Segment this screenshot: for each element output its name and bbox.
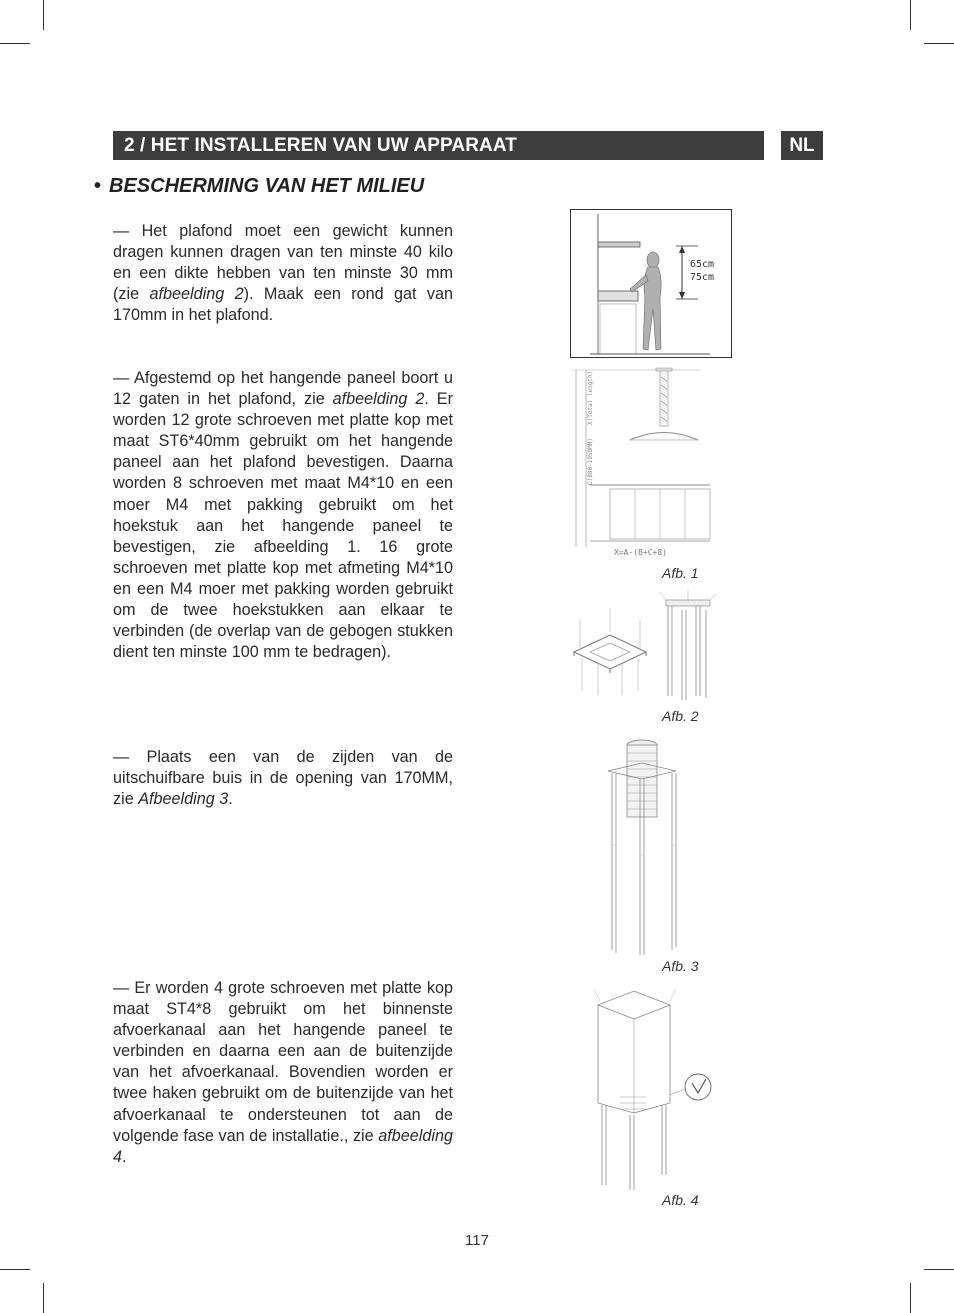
chapter-header-bar — [113, 131, 764, 160]
afb1-formula: X=A-(B+C+8) — [614, 548, 667, 557]
crop-mark-top-right-h — [924, 43, 954, 44]
svg-text:C(800-1050MM): C(800-1050MM) — [587, 438, 594, 485]
figure-reference: afbeelding 2 — [332, 390, 425, 409]
paragraph-text: . — [122, 1147, 127, 1166]
afb4-caption: Afb. 4 — [662, 1192, 699, 1208]
paragraph-text: — Er worden 4 grote schroeven met platte kop maat ST4*8 gebruikt om het binnenste afvoerkanaal aan het hangende paneel te verbinden en daarna een aan de buitenzijde van het afvoerkanaal. Bovendien worden er twee haken gebruikt om de buitenzijde van het afvoerkanaal te ondersteunen tot aan de volgende fase van de installatie., zie — [113, 979, 453, 1145]
crop-mark-top-left-v — [43, 0, 44, 30]
afb4-figure — [590, 985, 718, 1190]
height-diagram-figure — [570, 209, 732, 359]
crop-mark-bottom-right-h — [924, 1269, 954, 1270]
paragraph-duct — [113, 978, 453, 1168]
paragraph-ceiling — [113, 221, 453, 326]
section-heading-text: BESCHERMING VAN HET MILIEU — [109, 175, 425, 197]
paragraph-text: — Plaats een van de zijden van de uitschuifbare buis in de opening van 170MM, zie — [113, 748, 453, 809]
hook-detail-icon — [685, 1074, 711, 1100]
afb2-figure — [570, 590, 720, 700]
paragraph-text: . Er worden 12 grote schroeven met platte kop met maat ST6*40mm gebruikt om het hangende paneel aan het plafond bevestigen. Daarna worden 8 schroeven met maat M4*10 en een moer M4 met pakking gebruikt om het hoekstuk aan het hangende paneel te bevestigen, zie afbeelding 1. 16 grote schroeven met platte kop met afmeting M4*10 en een M4 moer met pakking worden gebruikt om de twee hoekstukken aan elkaar te verbinden (de overlap van de gebogen stukken dient ten minste 100 mm te bedragen). — [113, 390, 453, 662]
paragraph-text: — Afgestemd op het hangende paneel boort u 12 gaten in het plafond, zie — [113, 369, 453, 409]
afb3-figure — [600, 735, 690, 957]
chapter-title: 2 / HET INSTALLEREN VAN UW APPARAAT — [124, 135, 517, 156]
paragraph-tube — [113, 747, 453, 810]
afb1-caption: Afb. 1 — [662, 565, 699, 581]
paragraph-drilling — [113, 368, 453, 663]
crop-mark-top-left-h — [0, 43, 30, 44]
afb2-caption: Afb. 2 — [662, 708, 699, 724]
height-label-min: 65cm — [690, 259, 715, 270]
page-number: 117 — [465, 1232, 489, 1249]
crop-mark-bottom-left-v — [43, 1283, 44, 1313]
paragraph-text: . — [228, 790, 233, 809]
afb3-caption: Afb. 3 — [662, 958, 699, 974]
svg-text:X(Total length): X(Total length) — [587, 370, 594, 425]
figure-reference: afbeelding 2 — [149, 285, 244, 304]
language-badge: NL — [781, 131, 823, 160]
crop-mark-bottom-left-h — [0, 1269, 30, 1270]
section-bullet: • — [94, 175, 102, 197]
crop-mark-bottom-right-v — [910, 1283, 911, 1313]
crop-mark-top-right-v — [910, 0, 911, 30]
afb1-figure — [570, 365, 712, 565]
height-label-max: 75cm — [690, 272, 715, 283]
paragraph-text: — Het plafond moet een gewicht kunnen dragen kunnen dragen van ten minste 40 kilo en een dikte hebben van ten minste 30 mm (zie — [113, 222, 453, 304]
paragraph-text: ). Maak een rond gat van 170mm in het plafond. — [113, 285, 454, 325]
figure-reference: Afbeelding 3 — [138, 790, 229, 809]
section-heading — [94, 175, 424, 198]
figure-reference: afbeelding 4 — [113, 1126, 453, 1166]
